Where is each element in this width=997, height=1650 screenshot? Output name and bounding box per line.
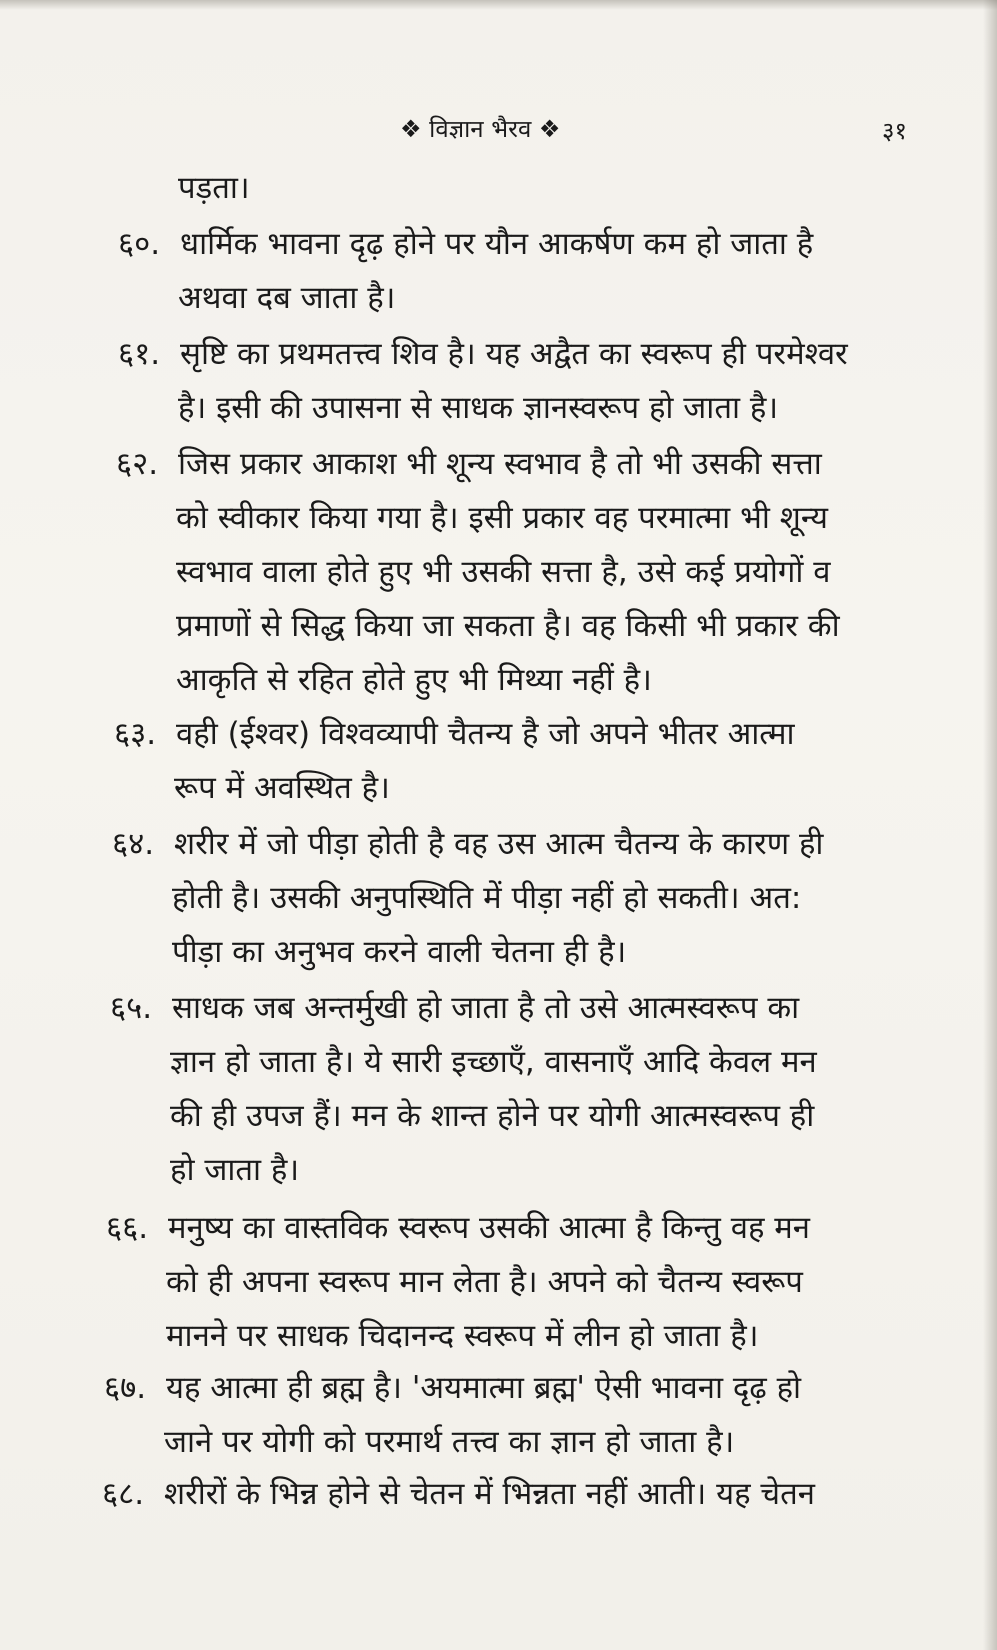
item-number: ६१.	[118, 336, 161, 372]
item-line: प्रमाणों से सिद्ध किया जा सकता है। वह किसी भी प्रकार की	[176, 608, 840, 644]
item-line: वही (ईश्वर) विश्वव्यापी चैतन्य है जो अपने भीतर आत्मा	[176, 716, 795, 752]
item-number: ६३.	[114, 716, 157, 752]
item-line: होती है। उसकी अनुपस्थिति में पीड़ा नहीं हो सकती। अत:	[172, 880, 802, 916]
item-number: ६४.	[112, 826, 155, 862]
running-title: ❖ विज्ञान भैरव ❖	[400, 115, 561, 143]
continuation-line: पड़ता।	[178, 170, 250, 206]
item-line: धार्मिक भावना दृढ़ होने पर यौन आकर्षण कम हो जाता है	[180, 226, 814, 262]
item-line: साधक जब अन्तर्मुखी हो जाता है तो उसे आत्मस्वरूप का	[172, 990, 800, 1026]
item-line: को ही अपना स्वरूप मान लेता है। अपने को चैतन्य स्वरूप	[166, 1264, 803, 1300]
item-line: को स्वीकार किया गया है। इसी प्रकार वह परमात्मा भी शून्य	[176, 500, 828, 536]
item-line: शरीरों के भिन्न होने से चेतन में भिन्नता नहीं आती। यह चेतन	[164, 1476, 815, 1512]
item-line: मनुष्य का वास्तविक स्वरूप उसकी आत्मा है किन्तु वह मन	[168, 1210, 811, 1246]
item-line: जाने पर योगी को परमार्थ तत्त्व का ज्ञान हो जाता है।	[164, 1424, 735, 1460]
item-line: पीड़ा का अनुभव करने वाली चेतना ही है।	[172, 934, 627, 970]
page-number: ३१	[882, 117, 907, 145]
page-header	[0, 108, 997, 148]
item-line: ज्ञान हो जाता है। ये सारी इच्छाएँ, वासनाएँ आदि केवल मन	[170, 1044, 817, 1080]
item-number: ६८.	[102, 1476, 145, 1512]
item-line: है। इसी की उपासना से साधक ज्ञानस्वरूप हो जाता है।	[178, 390, 779, 426]
item-line: यह आत्मा ही ब्रह्म है। 'अयमात्मा ब्रह्म' ऐसी भावना दृढ़ हो	[166, 1370, 802, 1406]
item-number: ६५.	[110, 990, 153, 1026]
item-number: ६७.	[104, 1370, 147, 1406]
item-line: अथवा दब जाता है।	[178, 280, 396, 316]
page-top-shadow	[0, 0, 997, 10]
item-line: सृष्टि का प्रथमतत्त्व शिव है। यह अद्वैत का स्वरूप ही परमेश्वर	[180, 336, 848, 372]
item-line: हो जाता है।	[170, 1152, 300, 1188]
item-line: की ही उपज हैं। मन के शान्त होने पर योगी आत्मस्वरूप ही	[170, 1098, 815, 1134]
item-number: ६६.	[106, 1210, 149, 1246]
item-number: ६०.	[118, 226, 161, 262]
item-line: मानने पर साधक चिदानन्द स्वरूप में लीन हो जाता है।	[166, 1318, 759, 1354]
item-line: शरीर में जो पीड़ा होती है वह उस आत्म चैतन्य के कारण ही	[174, 826, 824, 862]
item-line: आकृति से रहित होते हुए भी मिथ्या नहीं है।	[176, 662, 652, 698]
item-line: रूप में अवस्थित है।	[174, 770, 390, 806]
item-number: ६२.	[116, 446, 159, 482]
page-right-shadow	[983, 0, 997, 1650]
item-line: स्वभाव वाला होते हुए भी उसकी सत्ता है, उसे कई प्रयोगों व	[176, 554, 831, 590]
item-line: जिस प्रकार आकाश भी शून्य स्वभाव है तो भी उसकी सत्ता	[178, 446, 822, 482]
